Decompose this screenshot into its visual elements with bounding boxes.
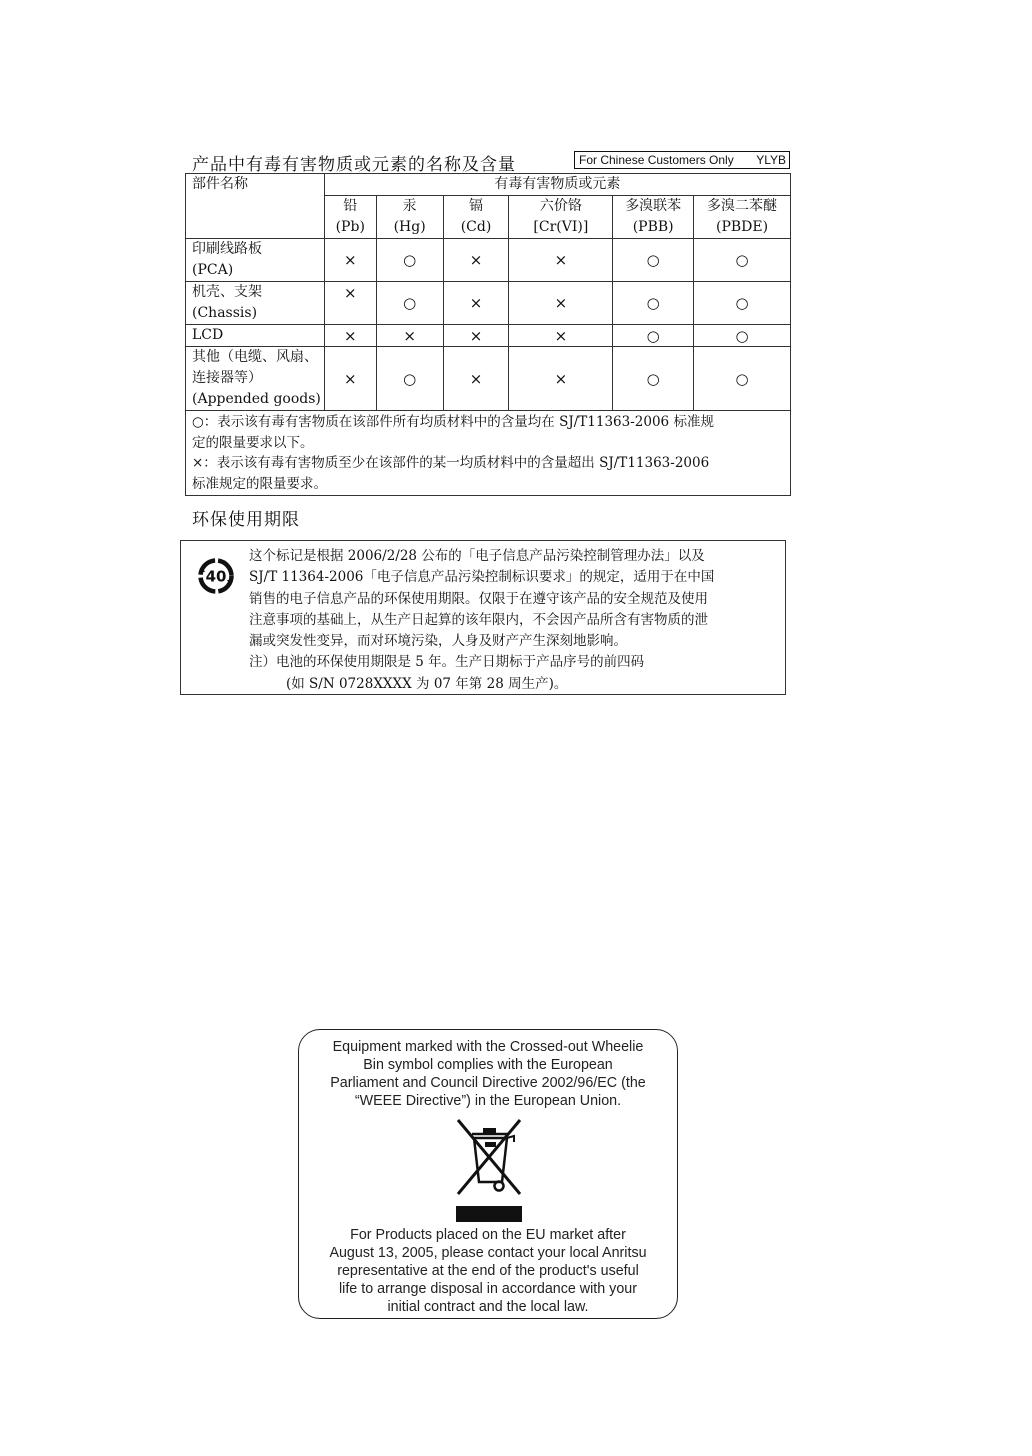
mark-cell: × — [443, 239, 509, 282]
mark-cell: × — [509, 282, 613, 325]
mark-cell: × — [376, 325, 443, 347]
legend-notes — [186, 411, 791, 496]
weee-directive-text: Equipment marked with the Crossed-out Wheelie Bin symbol complies with the European Parliament and Council Directive 2002/96/EC (the “WEEE Directive”) in the European Union. — [330, 1039, 646, 1109]
mark-cell: ○ — [613, 239, 694, 282]
table-row — [186, 282, 791, 325]
epup-40-logo-icon — [198, 558, 234, 594]
hazard-title-row — [192, 150, 792, 175]
epup-title: 环保使用期限 — [192, 510, 300, 530]
mark-cell: × — [509, 347, 613, 411]
mark-cell: × — [324, 347, 376, 411]
epup-line: 这个标记是根据 2006/2/28 公布的「电子信息产品污染控制管理办法」以及 — [249, 548, 705, 564]
weee-notice-box — [298, 1029, 678, 1319]
note-cross-line: 标准规定的限量要求。 — [192, 475, 327, 492]
mark-cell: ○ — [376, 239, 443, 282]
part-name: LCD — [186, 325, 325, 347]
mark-cell: × — [509, 325, 613, 347]
mark-cell: ○ — [694, 325, 791, 347]
substance-col-header: 多溴二苯醚 (PBDE) — [694, 196, 791, 239]
substance-col-header: 多溴联苯 (PBB) — [613, 196, 694, 239]
epup-line: 漏或突发性变异，而对环境污染，人身及财产产生深刻地影响。 — [249, 633, 627, 650]
note-circle-line: ○：表示该有毒有害物质在该部件所有均质材料中的含量均在 SJ/T11363-2006 标准规 — [192, 414, 714, 430]
epup-line: 销售的电子信息产品的环保使用期限。仅限于在遵守该产品的安全规范及使用 — [249, 590, 708, 607]
mark-cell: ○ — [694, 239, 791, 282]
hazard-table-title: 产品中有毒有害物质或元素的名称及含量 — [192, 155, 516, 175]
epup-box — [180, 540, 786, 695]
part-name: 印刷线路板 (PCA) — [186, 239, 325, 282]
note-circle-line: 定的限量要求以下。 — [192, 434, 314, 451]
customer-only-label: For Chinese Customers Only — [579, 153, 734, 167]
epup-line: 注）电池的环保使用期限是 5 年。生产日期标于产品序号的前四码 — [249, 654, 645, 671]
mark-cell: ○ — [376, 347, 443, 411]
mark-cell: × — [509, 239, 613, 282]
substance-col-header: 铅 (Pb) — [324, 196, 376, 239]
substance-col-header: 六价铬 [Cr(VI)] — [509, 196, 613, 239]
part-name-header: 部件名称 — [186, 174, 325, 239]
hazard-table — [185, 173, 791, 496]
table-row — [186, 239, 791, 282]
part-name: 其他（电缆、风扇、 连接器等） (Appended goods) — [186, 347, 325, 411]
mark-cell: ○ — [613, 347, 694, 411]
substance-col-header: 汞 (Hg) — [376, 196, 443, 239]
mark-cell: × — [443, 325, 509, 347]
crossed-out-wheelie-bin-icon — [452, 1114, 526, 1224]
part-name: 机壳、支架 (Chassis) — [186, 282, 325, 325]
substance-header: 有毒有害物质或元素 — [324, 174, 790, 196]
notes-row — [186, 411, 791, 496]
customer-code: YLYB — [756, 153, 786, 167]
mark-cell: ○ — [694, 282, 791, 325]
mark-cell: × — [324, 282, 376, 325]
epup-line: 注意事项的基础上，从生产日起算的该年限内，不会因产品所含有害物质的泄 — [249, 611, 708, 628]
epup-text — [249, 546, 775, 695]
mark-cell: ○ — [694, 347, 791, 411]
weee-disposal-text: For Products placed on the EU market after August 13, 2005, please contact your local Anritsu representative at the end of the product's useful life to arrange disposal in accordance with your initial contract and the local law. — [329, 1227, 647, 1315]
note-cross-line: ×：表示该有毒有害物质至少在该部件的某一均质材料中的含量超出 SJ/T11363-2006 — [192, 455, 710, 471]
mark-cell: ○ — [613, 325, 694, 347]
mark-cell: ○ — [376, 282, 443, 325]
epup-logo-number: 40 — [205, 567, 227, 586]
epup-line: SJ/T 11364-2006「电子信息产品污染控制标识要求」的规定，适用于在中国 — [249, 569, 715, 586]
mark-cell: ○ — [613, 282, 694, 325]
customer-only-box — [574, 151, 790, 169]
epup-line: (如 S/N 0728XXXX 为 07 年第 28 周生产)。 — [286, 675, 568, 692]
mark-cell: × — [443, 347, 509, 411]
table-row — [186, 347, 791, 411]
mark-cell: × — [443, 282, 509, 325]
substance-col-header: 镉 (Cd) — [443, 196, 509, 239]
mark-cell: × — [324, 239, 376, 282]
table-row — [186, 325, 791, 347]
mark-cell: × — [324, 325, 376, 347]
